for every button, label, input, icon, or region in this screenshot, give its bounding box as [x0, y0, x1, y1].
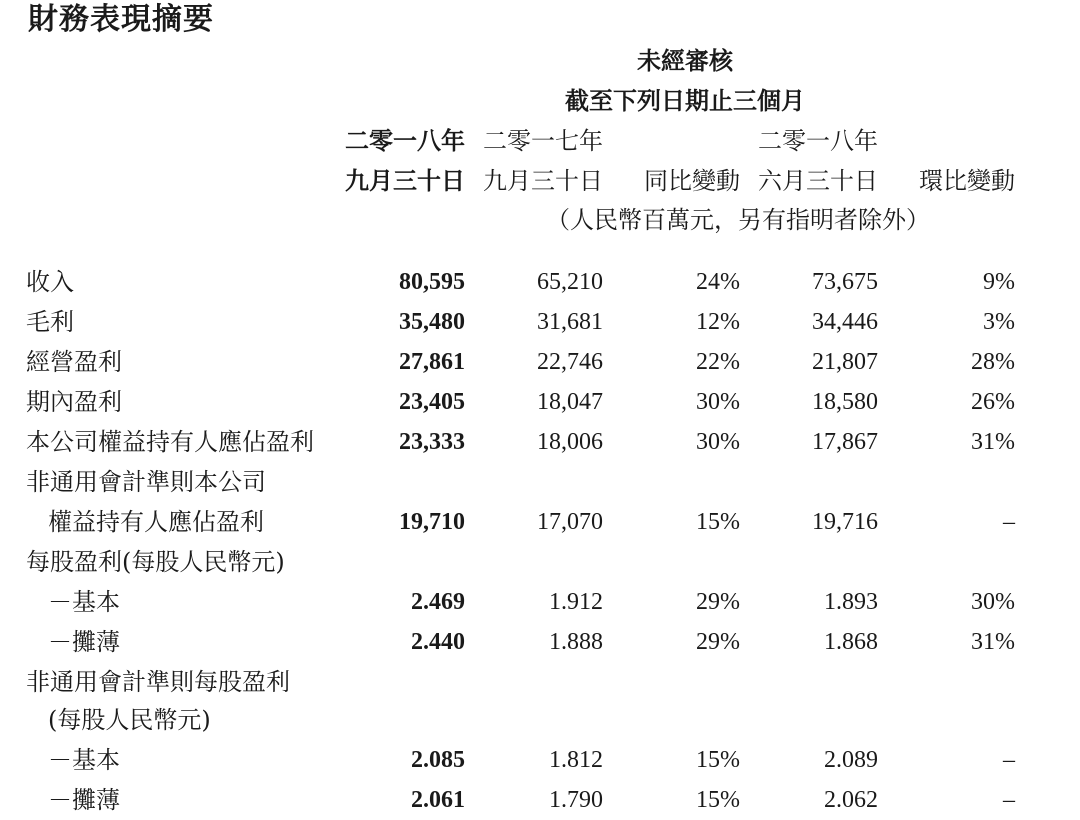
col4-year: 二零一八年 — [758, 127, 878, 155]
row-label: 期內盈利 — [26, 388, 122, 416]
cell-col1: 2.061 — [411, 787, 465, 813]
col2-year: 二零一七年 — [483, 127, 603, 155]
cell-col5: 26% — [971, 389, 1015, 415]
row-label: 每股盈利(每股人民幣元) — [26, 548, 285, 576]
cell-col3: 15% — [696, 747, 740, 773]
col2-date: 九月三十日 — [483, 167, 603, 195]
cell-col4: 18,580 — [812, 389, 878, 415]
cell-col1: 2.085 — [411, 747, 465, 773]
row-label: －攤薄 — [48, 786, 120, 814]
table-row — [0, 302, 1080, 342]
cell-col3: 29% — [696, 629, 740, 655]
cell-col2: 65,210 — [537, 269, 603, 295]
cell-col3: 15% — [696, 787, 740, 813]
table-row — [0, 740, 1080, 780]
cell-col4: 34,446 — [812, 309, 878, 335]
cell-col5: 28% — [971, 349, 1015, 375]
table-row — [0, 700, 1080, 740]
row-label: 權益持有人應佔盈利 — [48, 508, 264, 536]
cell-col5: 30% — [971, 589, 1015, 615]
cell-col4: 73,675 — [812, 269, 878, 295]
cell-col5: 31% — [971, 429, 1015, 455]
col1-date: 九月三十日 — [345, 167, 465, 195]
col1-year: 二零一八年 — [345, 127, 465, 155]
col3-header: 同比變動 — [644, 167, 740, 195]
unaudited-header: 未經審核 — [637, 47, 733, 75]
cell-col3: 12% — [696, 309, 740, 335]
cell-col4: 19,716 — [812, 509, 878, 535]
cell-col5: 31% — [971, 629, 1015, 655]
units-note: （人民幣百萬元，另有指明者除外） — [546, 206, 930, 234]
cell-col1: 23,405 — [399, 389, 465, 415]
row-label: 經營盈利 — [26, 348, 122, 376]
page-title: 財務表現摘要 — [28, 2, 214, 37]
cell-col2: 1.888 — [549, 629, 603, 655]
cell-col2: 1.812 — [549, 747, 603, 773]
cell-col3: 30% — [696, 429, 740, 455]
row-label: 收入 — [26, 268, 74, 296]
cell-col2: 17,070 — [537, 509, 603, 535]
cell-col2: 18,047 — [537, 389, 603, 415]
row-label: －基本 — [48, 746, 120, 774]
cell-col1: 35,480 — [399, 309, 465, 335]
row-label: －基本 — [48, 588, 120, 616]
col4-date: 六月三十日 — [758, 167, 878, 195]
table-row — [0, 422, 1080, 462]
cell-col1: 2.469 — [411, 589, 465, 615]
table-row — [0, 382, 1080, 422]
cell-col1: 27,861 — [399, 349, 465, 375]
cell-col4: 2.089 — [824, 747, 878, 773]
row-label: －攤薄 — [48, 628, 120, 656]
cell-col1: 80,595 — [399, 269, 465, 295]
cell-col4: 21,807 — [812, 349, 878, 375]
table-row — [0, 502, 1080, 542]
row-label: (每股人民幣元) — [48, 706, 211, 734]
cell-col2: 22,746 — [537, 349, 603, 375]
table-row — [0, 342, 1080, 382]
cell-col5: 3% — [983, 309, 1015, 335]
table-row — [0, 662, 1080, 702]
cell-col3: 24% — [696, 269, 740, 295]
cell-col3: 15% — [696, 509, 740, 535]
cell-col1: 23,333 — [399, 429, 465, 455]
cell-col1: 2.440 — [411, 629, 465, 655]
table-row — [0, 582, 1080, 622]
cell-col2: 31,681 — [537, 309, 603, 335]
table-row — [0, 622, 1080, 662]
row-label: 毛利 — [26, 308, 74, 336]
cell-col4: 1.893 — [824, 589, 878, 615]
cell-col5: – — [1003, 747, 1015, 773]
table-row — [0, 262, 1080, 302]
row-label: 本公司權益持有人應佔盈利 — [26, 428, 314, 456]
cell-col2: 18,006 — [537, 429, 603, 455]
period-header: 截至下列日期止三個月 — [565, 87, 805, 115]
cell-col2: 1.790 — [549, 787, 603, 813]
cell-col5: – — [1003, 509, 1015, 535]
row-label: 非通用會計準則每股盈利 — [26, 668, 290, 696]
table-row — [0, 780, 1080, 820]
col5-header: 環比變動 — [919, 167, 1015, 195]
cell-col5: 9% — [983, 269, 1015, 295]
cell-col4: 1.868 — [824, 629, 878, 655]
table-row — [0, 462, 1080, 502]
row-label: 非通用會計準則本公司 — [26, 468, 266, 496]
cell-col2: 1.912 — [549, 589, 603, 615]
table-row — [0, 542, 1080, 582]
cell-col1: 19,710 — [399, 509, 465, 535]
cell-col3: 22% — [696, 349, 740, 375]
cell-col4: 17,867 — [812, 429, 878, 455]
cell-col3: 30% — [696, 389, 740, 415]
cell-col5: – — [1003, 787, 1015, 813]
cell-col4: 2.062 — [824, 787, 878, 813]
cell-col3: 29% — [696, 589, 740, 615]
